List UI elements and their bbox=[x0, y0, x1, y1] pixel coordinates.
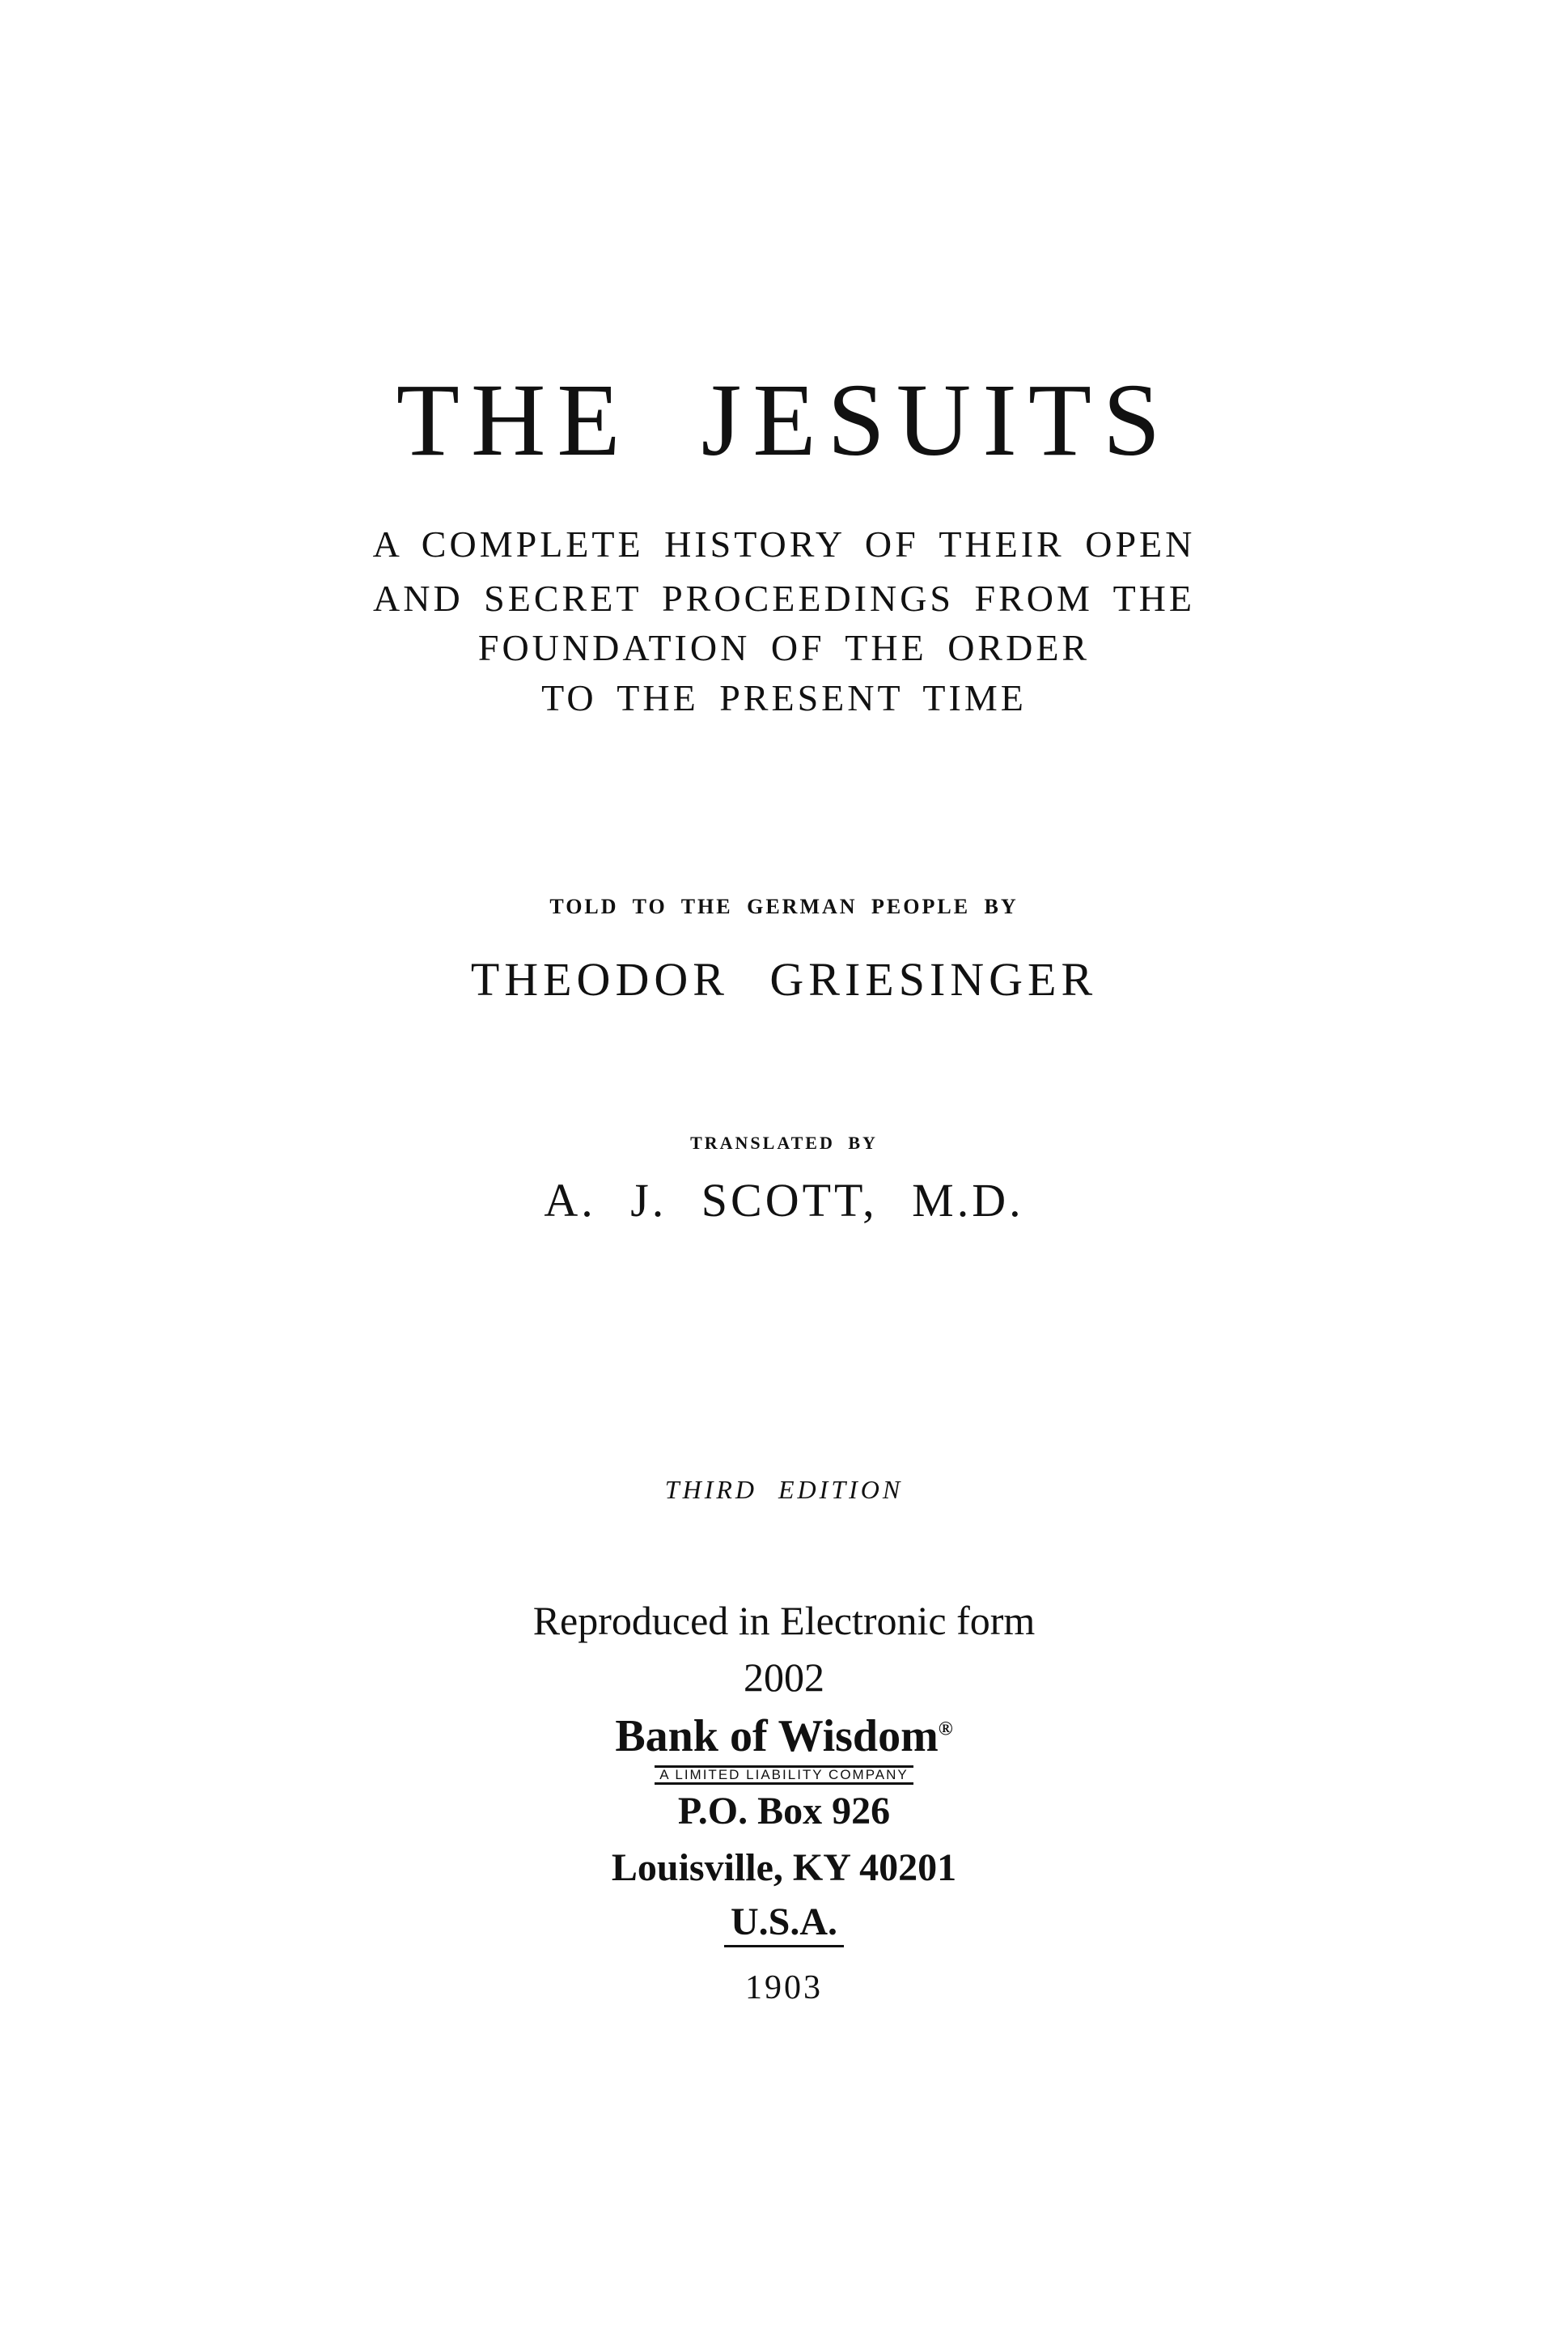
translator-name: A. J. SCOTT, M.D. bbox=[544, 1174, 1024, 1227]
subtitle-line-2: AND SECRET PROCEEDINGS FROM THE bbox=[373, 578, 1195, 619]
publisher-name-text: Bank of Wisdom bbox=[615, 1711, 939, 1761]
publisher-address-line-1: P.O. Box 926 bbox=[677, 1790, 891, 1832]
publisher-tagline: A LIMITED LIABILITY COMPANY bbox=[655, 1765, 913, 1785]
registered-mark: ® bbox=[938, 1718, 953, 1740]
publisher-country-text: U.S.A. bbox=[724, 1900, 844, 1947]
translated-by-label: TRANSLATED BY bbox=[690, 1133, 878, 1153]
subtitle-line-4: TO THE PRESENT TIME bbox=[541, 677, 1027, 718]
edition-label: THIRD EDITION bbox=[664, 1475, 904, 1504]
publisher-tagline-wrap bbox=[0, 1765, 1568, 1785]
publisher-name bbox=[0, 1711, 1568, 1761]
subtitle-line-3: FOUNDATION OF THE ORDER bbox=[477, 627, 1091, 668]
publisher-address-line-2: Louisville, KY 40201 bbox=[611, 1846, 957, 1889]
subtitle-line-1: A COMPLETE HISTORY OF THEIR OPEN bbox=[372, 523, 1196, 565]
reproduction-year: 2002 bbox=[744, 1655, 824, 1700]
told-by-label: TOLD TO THE GERMAN PEOPLE BY bbox=[549, 895, 1019, 918]
reproduction-note: Reproduced in Electronic form bbox=[532, 1598, 1036, 1643]
publisher-country bbox=[0, 1900, 1568, 1943]
book-title: THE JESUITS bbox=[396, 362, 1172, 477]
original-publication-year: 1903 bbox=[745, 1969, 823, 2006]
author-name: THEODOR GRIESINGER bbox=[470, 953, 1098, 1006]
